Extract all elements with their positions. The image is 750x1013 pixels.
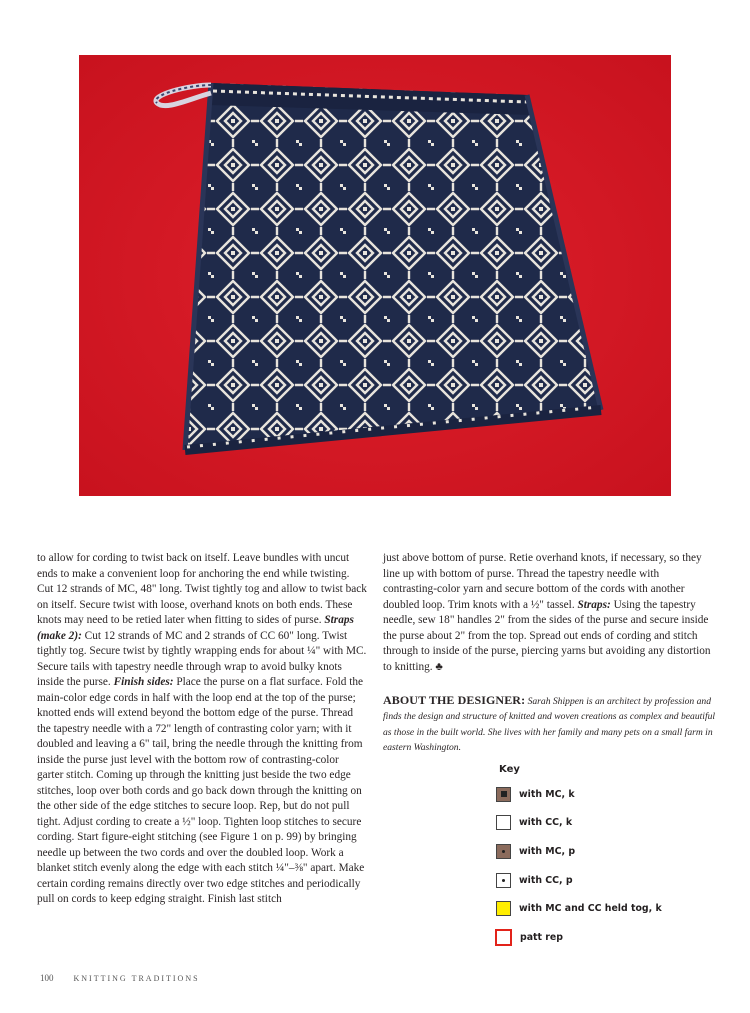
- key-item-cc-knit: [496, 812, 572, 832]
- key-label: with MC, p: [519, 845, 576, 857]
- key-label: patt rep: [520, 931, 563, 943]
- key-item-held-together: [496, 898, 662, 918]
- swatch-cc-knit-icon: [496, 815, 511, 830]
- end-mark-icon: ♣: [435, 660, 443, 673]
- paragraph-text: to allow for cording to twist back on itself. Leave bundles with uncut ends to make a convenient loop for anchoring the end while twisting. Cut 12 strands of MC, 48" long. Twist tightly tog and allow to twist back on itself. Secure twist with loose, overhand knots on both ends. These knots may need to be retied later when fitting to sides of purse.: [37, 552, 367, 626]
- section-heading-finish-sides: Finish sides:: [113, 676, 174, 688]
- paragraph-text: Cut 12 strands of MC and 2 strands of CC 60" long. Twist tightly tog. Secure twist by tightly wrapping ends for about ¼" with MC. Secure tails with tapestry needle through wrap to avoid bulky knots inside the purse.: [37, 629, 367, 688]
- key-label: with CC, p: [519, 874, 573, 886]
- section-heading-straps: Straps:: [577, 598, 611, 611]
- paragraph-text: Place the purse on a flat surface. Fold the main-color edge cords in half with the loop end at the top of the purse; knotted ends will extend beyond the bottom edge of the purse. Thread the tapestry needle with a 72" length of contrasting color yarn; with it doubled and leaving a 6" tail, bring the needle through the knitting from inside the purse just level with the bottom row of contrasting-color garter stitch. Coming up through the knitting just beside the two edge stitches, loop over both cords and go back down through the knitting on the other side of the edge stitches to secure loop. Rep, but do not pull tight. Adjust cording to create a ½" loop. Tighten loop stitches to secure cording. Start figure-eight stitching (see Figure 1 on p. 99) by bringing needle up between the two cords and over the doubled loop. Work a blanket stitch evenly along the edge with each stitch ¼"–⅜" apart. Make certain cording remains directly over two edge stitches and periodically pull on cords to keep edging straight. Finish last stitch: [37, 676, 365, 905]
- swatch-cc-purl-icon: [496, 873, 511, 888]
- about-the-designer: [383, 693, 718, 756]
- key-label: with MC and CC held tog, k: [519, 902, 662, 914]
- chart-key: [496, 764, 662, 943]
- publication-title: KNITTING TRADITIONS: [73, 974, 200, 983]
- about-heading: ABOUT THE DESIGNER:: [383, 693, 526, 707]
- section-heading-straps-make-2: Straps (make 2):: [37, 614, 354, 642]
- swatch-held-together-icon: [496, 901, 511, 916]
- body-text-right-column: [383, 551, 713, 675]
- key-label: with MC, k: [519, 788, 575, 800]
- body-text-left-column: [37, 551, 367, 908]
- page-number: 100: [40, 973, 54, 983]
- page-footer: [40, 973, 200, 983]
- key-item-patt-rep: [496, 927, 563, 947]
- key-item-mc-knit: [496, 784, 575, 804]
- about-text: Sarah Shippen is an architect by profession and finds the design and structure of knitted and woven creations as complex and beautiful as those in the built world. She lives with her family and many pets on a small farm in eastern Washington.: [383, 696, 716, 754]
- swatch-patt-rep-icon: [495, 929, 512, 946]
- paragraph-text: Using the tapestry needle, sew 18" handles 2" from the sides of the purse and secure inside the purse about 2" from the top. Spread out ends of cording and stitch through to inside of the purse, piercing yarns but avoiding any distortion to knitting.: [383, 598, 711, 673]
- key-item-mc-purl: [496, 841, 575, 861]
- swatch-mc-knit-icon: [496, 787, 511, 802]
- key-item-cc-purl: [496, 870, 573, 890]
- swatch-mc-purl-icon: [496, 844, 511, 859]
- paragraph-text: just above bottom of purse. Retie overhand knots, if necessary, so they line up with bottom of purse. Thread the tapestry needle with contrasting-color yarn and secure bottom of the cords with another doubled loop. Trim knots with a ½" tassel.: [383, 552, 702, 611]
- key-label: with CC, k: [519, 816, 573, 828]
- key-title: Key: [499, 764, 520, 775]
- knitted-purse-photo: [79, 55, 671, 496]
